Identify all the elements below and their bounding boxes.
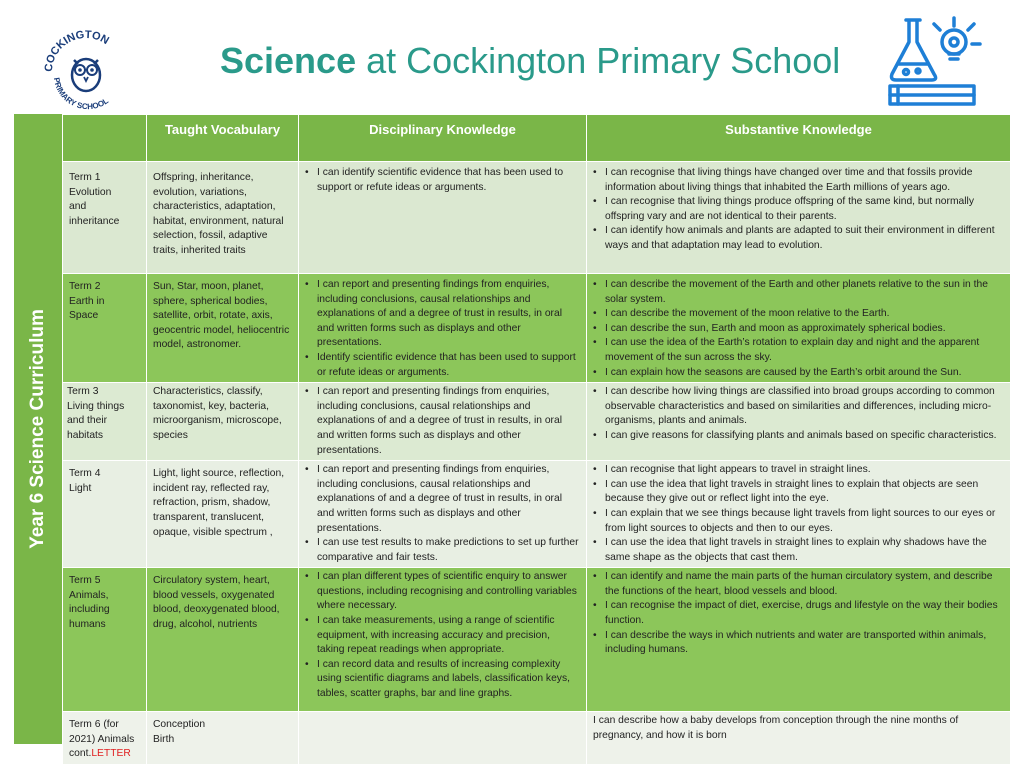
vocab-cell: Offspring, inheritance, evolution, variations, characteristics, adaptation, habitat, environment, natural selection, fossil, adaptive traits, inherited traits — [147, 162, 299, 274]
substantive-cell — [587, 568, 1011, 712]
year-label-bar — [14, 114, 62, 744]
vocab-cell: Light, light source, reflection, incident ray, reflected ray, refraction, prism, shadow, transparent, translucent, opaque, visible spectrum , — [147, 461, 299, 568]
logo-text-bottom: PRIMARY SCHOOL — [51, 76, 111, 112]
page-title-bold: Science — [220, 40, 357, 81]
header-vocabulary: Taught Vocabulary — [147, 115, 299, 162]
page-title-rest: at Cockington Primary School — [356, 40, 841, 81]
vocab-cell: Characteristics, classify, taxonomist, key, bacteria, microorganism, microscope, species — [147, 383, 299, 461]
list-item: • I can take measurements, using a range of scientific equipment, with increasing accuracy and precision, taking repeat readings when appropriate. — [317, 614, 580, 658]
list-item: • I can recognise that living things have changed over time and that fossils provide information about living things that inhabited the Earth millions of years ago. — [605, 166, 1004, 195]
list-item: • I can explain how the seasons are caused by the Earth’s orbit around the Sun. — [605, 366, 1004, 381]
list-item: • I can identify scientific evidence that has been used to support or refute ideas or arguments. — [317, 166, 580, 195]
list-item: • I can recognise that living things produce offspring of the same kind, but normally offspring vary and are not identical to their parents. — [605, 195, 1004, 224]
table-row-term3 — [63, 383, 1011, 461]
substantive-cell — [587, 383, 1011, 461]
disciplinary-cell — [299, 383, 587, 461]
list-item: • I can describe the movement of the moon relative to the Earth. — [605, 307, 1004, 322]
substantive-cell — [587, 461, 1011, 568]
list-item: • I can give reasons for classifying plants and animals based on specific characteristics. — [605, 429, 1004, 444]
disciplinary-cell — [299, 461, 587, 568]
disciplinary-cell — [299, 568, 587, 712]
term-cell: Term 4 Light — [63, 461, 147, 568]
list-item: • I can identify and name the main parts of the human circulatory system, and describe the functions of the heart, blood vessels and blood. — [605, 570, 1004, 599]
disciplinary-cell — [299, 162, 587, 274]
vocab-cell: Sun, Star, moon, planet, sphere, spherical bodies, satellite, orbit, rotate, axis, geocentric model, heliocentric model, astronomer. — [147, 274, 299, 383]
list-item: • I can describe how living things are classified into broad groups according to common observable characteristics and based on similarities and differences, including micro-organisms, plants and animals. — [605, 385, 1004, 429]
vocab-cell: Conception Birth — [147, 712, 299, 765]
term-cell: Term 5 Animals, including humans — [63, 568, 147, 712]
list-item: • I can use the idea that light travels in straight lines to explain why shadows have the same shape as the objects that cast them. — [605, 536, 1004, 565]
list-item: • I can report and presenting findings from enquiries, including conclusions, causal relationships and explanations of and a degree of trust in results, in oral and written forms such as displays and other presentations. — [317, 385, 580, 458]
list-item: • I can use the idea of the Earth’s rotation to explain day and night and the apparent movement of the sun across the sky. — [605, 336, 1004, 365]
term-cell: Term 3 Living things and their habitats — [63, 383, 147, 461]
table-row-term6 — [63, 712, 1011, 765]
school-logo — [40, 20, 132, 112]
curriculum-table — [62, 114, 1011, 765]
list-item: • Identify scientific evidence that has been used to support or refute ideas or arguments. — [317, 351, 580, 380]
svg-text:PRIMARY SCHOOL — [52, 77, 110, 111]
substantive-cell: I can describe how a baby develops from conception through the nine months of pregnancy, and how it is born — [587, 712, 1011, 765]
term-cell: Term 2 Earth in Space — [63, 274, 147, 383]
disciplinary-cell — [299, 712, 587, 765]
list-item: • I can record data and results of increasing complexity using scientific diagrams and labels, classification keys, tables, scatter graphs, bar and line graphs. — [317, 658, 580, 702]
owl-icon — [72, 59, 100, 91]
term-text: Term 6 (for 2021) Animals cont. — [69, 719, 135, 760]
year-label: Year 6 Science Curriculum — [27, 309, 48, 549]
table-row-term4 — [63, 461, 1011, 568]
list-item: • I can use the idea that light travels in straight lines to explain that objects are seen because they give out or reflect light into the eye. — [605, 478, 1004, 507]
list-item: • I can describe the movement of the Earth and other planets relative to the sun in the solar system. — [605, 278, 1004, 307]
header-blank — [63, 115, 147, 162]
list-item: • I can report and presenting findings from enquiries, including conclusions, causal relationships and explanations of and a degree of trust in results, in oral and written forms such as displays and other presentations. — [317, 278, 580, 351]
term-cell: Term 1 Evolution and inheritance — [63, 162, 147, 274]
table-row-term1 — [63, 162, 1011, 274]
logo-text-top: COCKINGTON — [42, 28, 111, 73]
header-substantive: Substantive Knowledge — [587, 115, 1011, 162]
list-item: • I can describe the sun, Earth and moon as approximately spherical bodies. — [605, 322, 1004, 337]
list-item: • I can identify how animals and plants are adapted to suit their environment in different ways and that adaptation may lead to evolution. — [605, 224, 1004, 253]
substantive-cell — [587, 274, 1011, 383]
table-row-term5 — [63, 568, 1011, 712]
disciplinary-cell — [299, 274, 587, 383]
list-item: • I can use test results to make predictions to set up further comparative and fair tests. — [317, 536, 580, 565]
table-row-term2 — [63, 274, 1011, 383]
vocab-cell: Circulatory system, heart, blood vessels, oxygenated blood, deoxygenated blood, drug, alcohol, nutrients — [147, 568, 299, 712]
header-disciplinary: Disciplinary Knowledge — [299, 115, 587, 162]
term-letter-note: LETTER — [91, 748, 131, 760]
page-title — [220, 40, 840, 82]
list-item: • I can explain that we see things because light travels from light sources to our eyes or from light sources to objects and then to our eyes. — [605, 507, 1004, 536]
list-item: • I can plan different types of scientific enquiry to answer questions, including recognising and controlling variables where necessary. — [317, 570, 580, 614]
list-item: • I can describe the ways in which nutrients and water are transported within animals, including humans. — [605, 629, 1004, 658]
list-item: • I can report and presenting findings from enquiries, including conclusions, causal relationships and explanations of and a degree of trust in results, in oral and written forms such as displays and other presentations. — [317, 463, 580, 536]
science-icon — [884, 14, 984, 106]
header-row — [63, 115, 1011, 162]
term-cell — [63, 712, 147, 765]
substantive-cell — [587, 162, 1011, 274]
list-item: • I can recognise that light appears to travel in straight lines. — [605, 463, 1004, 478]
list-item: • I can recognise the impact of diet, exercise, drugs and lifestyle on the way their bodies function. — [605, 599, 1004, 628]
